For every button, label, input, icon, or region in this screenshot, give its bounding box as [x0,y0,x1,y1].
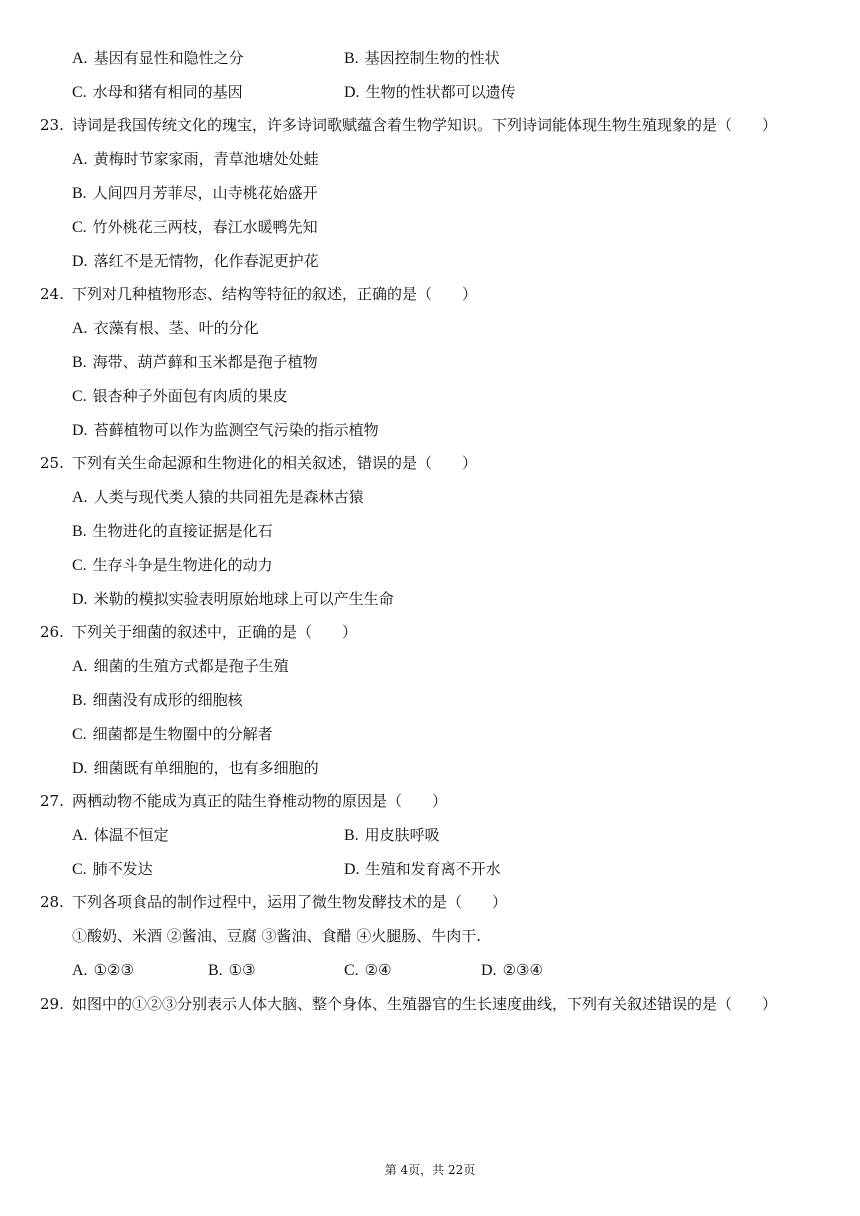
option-letter: C. [72,219,87,236]
option-text: 细菌既有单细胞的，也有多细胞的 [93,759,319,777]
q23-option-a [72,149,319,170]
option-text: 生物的性状都可以遗传 [365,83,516,101]
question-stem: 下列各项食品的制作过程中，运用了微生物发酵技术的是（ ） [72,893,508,911]
option-letter: B. [72,523,87,540]
option-text: 肺不发达 [92,860,153,878]
question-number: 23. [40,116,64,134]
q22-option-c [72,82,243,103]
question-number: 28. [40,893,64,911]
question-stem: 如图中的①②③分别表示人体大脑、整个身体、生殖器官的生长速度曲线，下列有关叙述错误的是（ ） [72,995,778,1013]
option-text: 基因有显性和隐性之分 [93,49,244,67]
option-text: 黄梅时节家家雨，青草池塘处处蛙 [93,150,319,168]
option-text: 米勒的模拟实验表明原始地球上可以产生生命 [93,590,394,608]
q24-option-c [72,386,288,407]
question-number: 24. [40,285,64,303]
option-text: 细菌的生殖方式都是孢子生殖 [93,657,289,675]
option-letter: D. [344,84,360,101]
option-letter: A. [72,489,88,506]
option-text: 人类与现代类人猿的共同祖先是森林古猿 [93,488,364,506]
option-text: ①②③ [93,961,134,979]
option-letter: A. [72,151,88,168]
option-text: 银杏种子外面包有肉质的果皮 [92,387,288,405]
option-letter: C. [72,861,87,878]
option-letter: D. [481,962,497,979]
option-text: 生殖和发育离不开水 [365,860,501,878]
option-letter: C. [72,726,87,743]
option-letter: B. [344,50,359,67]
option-letter: C. [344,962,359,979]
question-stem: 下列对几种植物形态、结构等特征的叙述，正确的是（ ） [72,285,478,303]
option-letter: D. [72,253,88,270]
q28-option-c [344,960,392,981]
option-text: 水母和猪有相同的基因 [92,83,243,101]
q26-option-b [72,690,243,711]
q25-option-a [72,487,364,508]
option-letter: A. [72,658,88,675]
page-footer: 第 4页，共 22页 [384,1163,476,1177]
option-letter: B. [208,962,223,979]
q23-option-c [72,217,318,238]
option-text: 基因控制生物的性状 [364,49,500,67]
question-number: 25. [40,454,64,472]
question-number: 27. [40,792,64,810]
q25-option-b [72,521,273,542]
q24-option-d [72,420,379,441]
q22-option-d [344,82,516,103]
option-letter: A. [72,962,88,979]
option-text: ②④ [364,961,392,979]
option-letter: A. [72,827,88,844]
option-text: ②③④ [502,961,543,979]
option-text: 人间四月芳菲尽，山寺桃花始盛开 [92,184,318,202]
q24-option-a [72,318,259,339]
question-stem: 下列有关生命起源和生物进化的相关叙述，错误的是（ ） [72,454,478,472]
option-text: 生物进化的直接证据是化石 [92,522,273,540]
option-letter: A. [72,320,88,337]
option-letter: C. [72,84,87,101]
option-letter: C. [72,388,87,405]
option-text: 海带、葫芦藓和玉米都是孢子植物 [92,353,318,371]
q22-option-a [72,48,244,69]
option-letter: D. [72,422,88,439]
option-letter: B. [72,185,87,202]
option-text: 苔藓植物可以作为监测空气污染的指示植物 [93,421,379,439]
q23-option-d [72,251,319,272]
q25-option-c [72,555,273,576]
option-text: 衣藻有根、茎、叶的分化 [93,319,259,337]
question-stem: 下列关于细菌的叙述中，正确的是（ ） [72,623,358,641]
option-text: 落红不是无情物，化作春泥更护花 [93,252,319,270]
q27-option-c [72,859,153,880]
option-letter: A. [72,50,88,67]
question-number: 29. [40,995,64,1013]
option-letter: B. [72,354,87,371]
q28-option-a [72,960,134,981]
q25-option-d [72,589,394,610]
option-text: ①③ [228,961,256,979]
question-stem: 诗词是我国传统文化的瑰宝，许多诗词歌赋蕴含着生物学知识。下列诗词能体现生物生殖现象的是（ ） [72,116,778,134]
option-text: 细菌没有成形的细胞核 [92,691,243,709]
q28-option-d [481,960,543,981]
q26-option-a [72,656,289,677]
q24-option-b [72,352,318,373]
question-number: 26. [40,623,64,641]
q27-option-b [344,825,440,846]
option-letter: B. [72,692,87,709]
option-letter: C. [72,557,87,574]
q22-option-b [344,48,500,69]
q26-option-c [72,724,273,745]
q26-option-d [72,758,319,779]
question-stem: 两栖动物不能成为真正的陆生脊椎动物的原因是（ ） [72,792,448,810]
option-letter: D. [72,591,88,608]
option-letter: D. [72,760,88,777]
option-text: 生存斗争是生物进化的动力 [92,556,273,574]
q28-sub-items: ①酸奶、米酒 ②酱油、豆腐 ③酱油、食醋 ④火腿肠、牛肉干. [72,927,482,945]
q27-option-d [344,859,501,880]
option-text: 用皮肤呼吸 [364,826,440,844]
option-letter: B. [344,827,359,844]
option-text: 竹外桃花三两枝，春江水暖鸭先知 [92,218,318,236]
q23-option-b [72,183,318,204]
option-text: 体温不恒定 [93,826,169,844]
option-letter: D. [344,861,360,878]
q28-option-b [208,960,256,981]
option-text: 细菌都是生物圈中的分解者 [92,725,273,743]
q27-option-a [72,825,169,846]
